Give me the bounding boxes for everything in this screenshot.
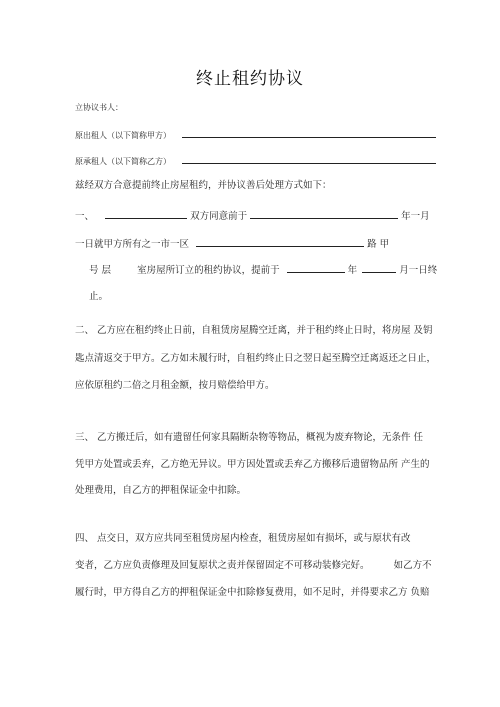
clause1-line2-b: 路 甲 <box>367 239 390 250</box>
clause1-line3-a: 号 层 <box>89 265 112 276</box>
clause1-blank-address <box>196 237 364 247</box>
clause4-line1: 四、 点交日，双方应共同至租赁房屋内检查，租赁房屋如有损坏，或与原状有改 <box>75 533 411 544</box>
clause1-line3 <box>89 262 437 276</box>
clause1-text-a: 双方同意前于 <box>190 211 248 222</box>
clause1-line1 <box>75 208 430 222</box>
clause1-line3-b: 室房屋所订立的租约协议，提前于 <box>137 265 280 276</box>
clause4-line2-a: 变者，乙方应负责修理及回复原状之责并保留固定不可移动装修完好。 <box>75 560 370 571</box>
lessor-label: 原出租人（以下简称甲方） <box>75 131 171 140</box>
clause3-line3: 处理费用，自乙方的押租保证金中扣除。 <box>75 485 247 496</box>
clause4-line2-b: 如乙方不 <box>393 560 432 571</box>
clause1-blank-party <box>105 209 187 219</box>
clause1-number: 一、 <box>75 211 95 222</box>
lessee-row <box>75 154 436 167</box>
intro-text: 兹经双方合意提前终止房屋租约，并协议善后处理方式如下： <box>75 180 332 191</box>
clause4-line2 <box>75 557 432 571</box>
clause1-line3-d: 月一日终 <box>399 265 438 276</box>
clause1-text-b: 年一月 <box>401 211 430 222</box>
clause3-line1: 三、 乙方搬迁后，如有遗留任何家具隔断杂物等物品，概视为废弃物论，无条件 任 <box>75 432 424 443</box>
clause1-blank-year <box>250 209 398 219</box>
lessee-blank <box>182 154 436 164</box>
clause1-line3-c: 年 <box>347 265 358 276</box>
clause1-blank-end-month <box>362 263 396 273</box>
clause1-line2 <box>75 236 389 250</box>
lessee-label: 原承租人（以下简称乙方） <box>75 157 171 166</box>
lessor-blank <box>182 128 436 138</box>
parties-label: 立协议书人： <box>75 103 123 112</box>
clause1-line4: 止。 <box>89 291 109 302</box>
page-title: 终止租约协议 <box>196 69 304 89</box>
clause4-line3: 履行时，甲方得自乙方的押租保证金中扣除修复费用，如不足时，并得要求乙方 负赔 <box>75 587 430 598</box>
clause3-line2: 凭甲方处置或丢弃，乙方绝无异议。甲方因处置或丢弃乙方搬移后遗留物品所 产生的 <box>75 459 430 470</box>
clause1-line2-a: 一日就甲方所有之一市一区 <box>75 239 190 250</box>
clause2-line2: 匙点清返交于甲方。乙方如未履行时，自租约终止日之翌日起至腾空迁离返还之日止， <box>75 353 437 364</box>
clause2-line3: 应依原租约二倍之月租金额，按月赔偿给甲方。 <box>75 380 275 391</box>
lessor-row <box>75 128 436 141</box>
clause1-blank-end-year <box>287 263 345 273</box>
clause2-line1: 二、 乙方应在租约终止日前，自租赁房屋腾空迁离，并于租约终止日时，将房屋 及钥 <box>75 325 433 336</box>
